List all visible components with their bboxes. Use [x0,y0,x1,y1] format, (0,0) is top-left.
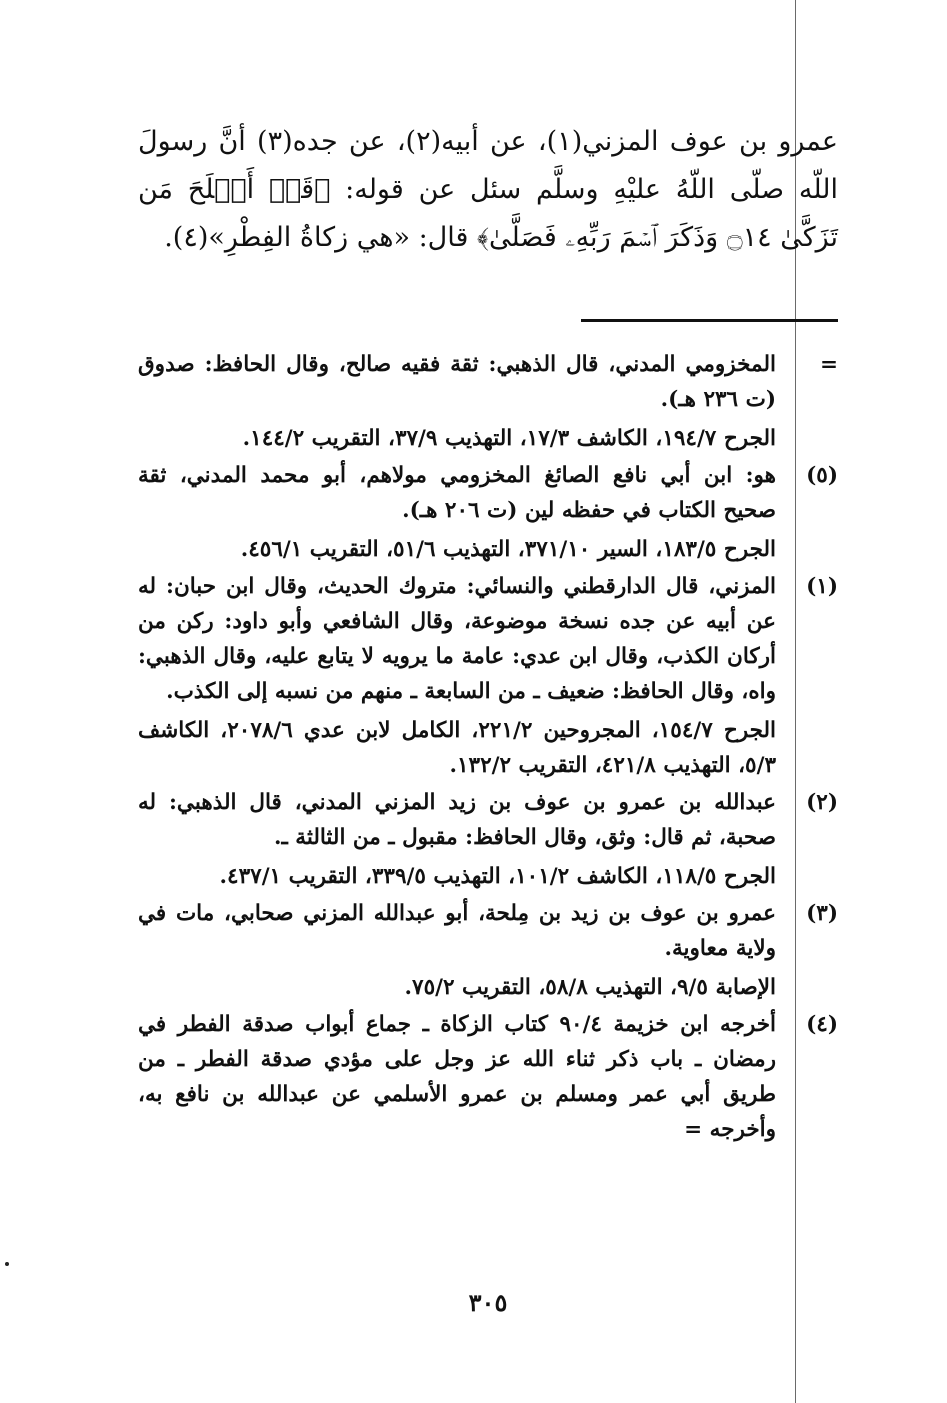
footnote-text: عبدالله بن عمرو بن عوف بن زيد المزني المدني، قال الذهبي: له صحبة، ثم قال: وثق، وقال الحافظ: مقبول ـ من الثالثة ـ. [138,790,776,850]
page-number: ٣٠٥ [468,1288,508,1317]
footnote-references: الإصابة ٩/٥، التهذيب ٥٨/٨، التقريب ٧٥/٢. [404,975,776,1000]
footnote-body [138,569,776,783]
scan-speck [5,1262,9,1266]
footnote-body [138,347,776,456]
footnotes [138,347,838,1149]
footnote-text: هو: ابن أبي نافع الصائغ المخزومي مولاهم، أبو محمد المدني، ثقة صحيح الكتاب في حفظه لين (ت ٢٠٦ هـ). [138,463,776,523]
footnote-5 [138,458,838,567]
footnote-marker: (٢) [806,790,838,815]
footnote-marker: = [819,352,838,377]
footnote-continued [138,347,838,456]
main-text: عمرو بن عوف المزني(١)، عن أبيه(٢)، عن جده(٣) أنَّ رسولَ اللّه صلّى اللّهُ عليْهِ وسلَّم سئل عن قوله: ﴿قَدۡ أَفۡلَحَ مَن تَزَكَّىٰ ۝١٤ وَذَكَرَ ٱسۡمَ رَبِّهِۦ فَصَلَّىٰ﴾ قال: «هي زكاةُ الفِطْرِ»(٤). [138,126,838,253]
page [138,0,838,1403]
footnote-2 [138,785,838,894]
footnote-references: الجرح ١٥٤/٧، المجروحين ٢٢١/٢، الكامل لابن عدي ٢٠٧٨/٦، الكاشف ٥/٣، التهذيب ٤٢١/٨، التقريب ١٣٢/٢. [138,718,776,778]
footnote-text: أخرجه ابن خزيمة ٩٠/٤ كتاب الزكاة ـ جماع أبواب صدقة الفطر في رمضان ـ باب ذكر ثناء الله عز وجل على مؤدي صدقة الفطر ـ من طريق أبي عمر ومسلم بن عمرو الأسلمي عن عبدالله بن نافع به، وأخرجه = [138,1012,776,1142]
footnote-marker: (٤) [806,1012,838,1037]
footnote-references: الجرح ١١٨/٥، الكاشف ١٠١/٢، التهذيب ٣٣٩/٥، التقريب ٤٣٧/١. [219,864,776,889]
footnote-marker: (٣) [806,901,838,926]
footnote-3 [138,896,838,1005]
footnote-4 [138,1007,838,1147]
footnote-text: المخزومي المدني، قال الذهبي: ثقة فقيه صالح، وقال الحافظ: صدوق (ت ٢٣٦ هـ). [138,352,776,412]
footnote-body [138,458,776,567]
footnote-body [138,896,776,1005]
footnote-body [138,1007,776,1147]
footnote-text: عمرو بن عوف بن زيد بن مِلحة، أبو عبدالله المزني صحابي، مات في ولاية معاوية. [138,901,776,961]
footnote-marker: (٥) [806,463,838,488]
footnote-marker: (١) [806,574,838,599]
footnote-references: الجرح ١٨٣/٥، السير ٣٧١/١٠، التهذيب ٥١/٦، التقريب ٤٥٦/١. [240,537,776,562]
footnote-1 [138,569,838,783]
footnote-text: المزني، قال الدارقطني والنسائي: متروك الحديث، وقال ابن حبان: له عن أبيه عن جده نسخة موضوعة، وقال الشافعي وأبو داود: ركن من أركان الكذب، وقال ابن عدي: عامة ما يرويه لا يتابع عليه، وقال الذهبي: واه، وقال الحافظ: ضعيف ـ من السابعة ـ منهم من نسبه إلى الكذب. [138,574,776,704]
footnote-separator [581,319,838,322]
footnote-body [138,785,776,894]
footnote-references: الجرح ١٩٤/٧، الكاشف ١٧/٣، التهذيب ٣٧/٩، التقريب ١٤٤/٢. [242,426,776,451]
